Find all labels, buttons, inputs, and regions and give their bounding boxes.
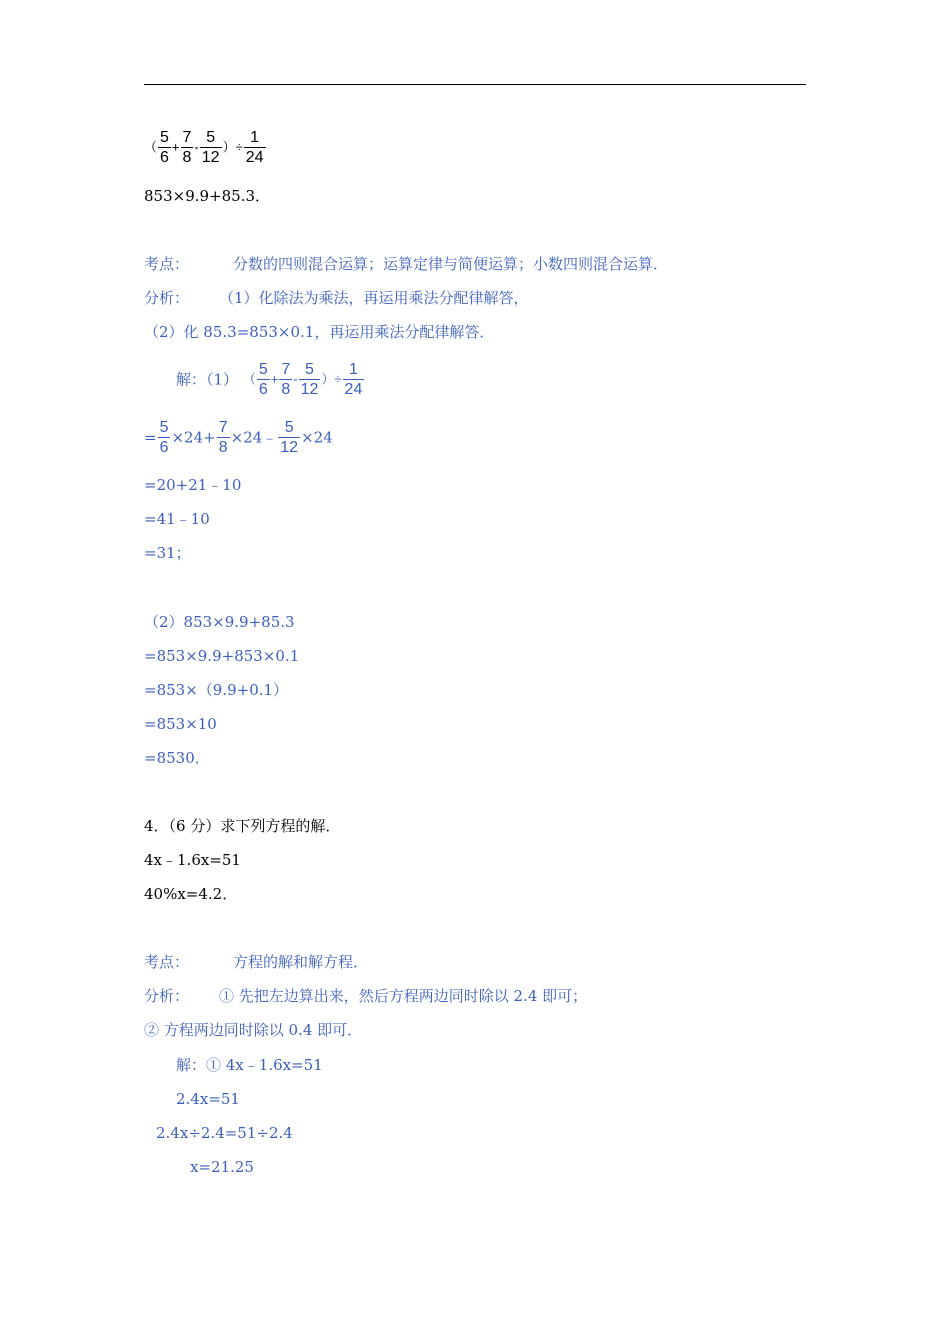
fraction: $\frac{5}{6}$ bbox=[258, 361, 268, 398]
solution-4-header: 解：① 4x﹣1.6x=51 bbox=[176, 1056, 323, 1074]
solution-step-4: =31； bbox=[144, 544, 191, 562]
fraction: $\frac{1}{24}$ bbox=[245, 129, 264, 166]
part2-line-4: =853×10 bbox=[144, 715, 217, 733]
fraction: $\frac{5}{12}$ bbox=[280, 419, 299, 456]
solution-step-1: = $\frac{5}{6}$ ×24+ $\frac{7}{8}$ ×24﹣ $\frac{5}{12}$ ×24 bbox=[144, 419, 333, 456]
fenxi-line-4: 分析： ① 先把左边算出来，然后方程两边同时除以 2.4 即可； bbox=[144, 987, 588, 1005]
fraction: $\frac{5}{12}$ bbox=[300, 361, 319, 398]
solution-step-2: =20+21﹣10 bbox=[144, 476, 242, 494]
fraction: $\frac{7}{8}$ bbox=[218, 419, 228, 456]
equation-1: 4x﹣1.6x=51 bbox=[144, 851, 241, 869]
fraction: $\frac{5}{6}$ bbox=[160, 129, 169, 166]
expression-1: （ $\frac{5}{6}$ + $\frac{7}{8}$ - $\frac{5}{12}$ ）÷ $\frac{1}{24}$ bbox=[144, 129, 264, 166]
problem-4-title: 4．（6 分）求下列方程的解． bbox=[144, 817, 341, 835]
fenxi-line-2: （2）化 85.3=853×0.1，再运用乘法分配律解答． bbox=[144, 323, 495, 341]
fraction: $\frac{5}{12}$ bbox=[201, 129, 220, 166]
solution-4-step-1: 2.4x=51 bbox=[176, 1090, 240, 1108]
fraction: $\frac{5}{6}$ bbox=[159, 419, 169, 456]
equation-2: 40%x=4.2． bbox=[144, 885, 238, 903]
fraction: $\frac{7}{8}$ bbox=[182, 129, 192, 166]
solution-4-step-2: 2.4x÷2.4=51÷2.4 bbox=[156, 1124, 293, 1142]
fraction: $\frac{7}{8}$ bbox=[281, 361, 291, 398]
solution-header: 解：（1） （ $\frac{5}{6}$ + $\frac{7}{8}$ - $\frac{5}{12}$ ）÷ $\frac{1}{24}$ bbox=[176, 361, 363, 398]
part2-line-3: =853×（9.9+0.1） bbox=[144, 681, 289, 699]
part2-line-1: （2）853×9.9+85.3 bbox=[144, 613, 295, 631]
fraction: $\frac{1}{24}$ bbox=[344, 361, 363, 398]
fenxi-line-4b: ② 方程两边同时除以 0.4 即可． bbox=[144, 1021, 363, 1039]
expression-2: 853×9.9+85.3． bbox=[144, 187, 271, 205]
fenxi-line: 分析： （1）化除法为乘法，再运用乘法分配律解答， bbox=[144, 289, 529, 307]
solution-4-step-3: x=21.25 bbox=[190, 1158, 254, 1176]
kaodian-line: 考点： 分数的四则混合运算；运算定律与简便运算；小数四则混合运算． bbox=[144, 255, 669, 273]
part2-line-2: =853×9.9+853×0.1 bbox=[144, 647, 300, 665]
kaodian-line-4: 考点： 方程的解和解方程． bbox=[144, 953, 369, 971]
part2-line-5: =8530． bbox=[144, 749, 210, 767]
solution-step-3: =41﹣10 bbox=[144, 510, 210, 528]
header-rule bbox=[144, 84, 806, 85]
